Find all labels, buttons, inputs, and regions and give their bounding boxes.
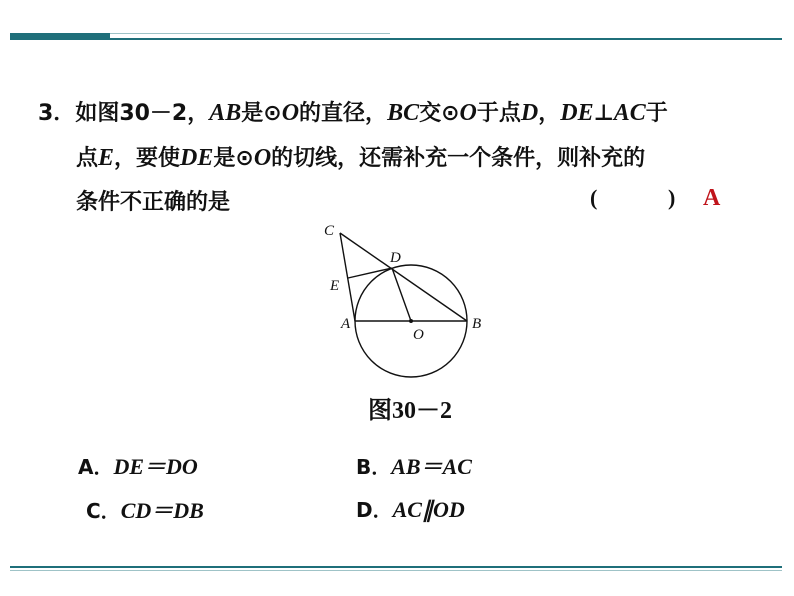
option-d (356, 494, 465, 523)
segment-de (348, 268, 392, 278)
answer-paren-open: ( (590, 185, 598, 210)
footer-rule (10, 566, 782, 568)
text: O (281, 100, 300, 126)
text: DE (180, 145, 214, 171)
text: 是⊙ (241, 101, 282, 126)
text: 的切线，还需补充一个条件，则补充的 (271, 146, 646, 171)
text: 点 (76, 146, 99, 171)
text: ⊥ (593, 101, 614, 126)
option-label: A． (78, 455, 114, 479)
answer-value: A (703, 185, 721, 211)
text: O (253, 145, 272, 171)
question-line-3: 条件不正确的是 (76, 190, 231, 215)
option-label: D． (356, 498, 393, 522)
question-line-1 (38, 96, 668, 127)
question-number: 3． (38, 101, 76, 126)
text: BC (387, 100, 420, 126)
question-line-2 (76, 141, 645, 172)
segment-cb (340, 233, 467, 321)
text: E (98, 145, 115, 171)
center-point (409, 319, 413, 323)
header-accent-line (110, 33, 390, 34)
text: DE (560, 100, 594, 126)
text: 是⊙ (213, 146, 254, 171)
label-e: E (330, 278, 340, 294)
text: 于点 (476, 101, 521, 126)
text: AC (613, 100, 646, 126)
option-label: B． (356, 455, 392, 479)
option-a (78, 450, 198, 481)
option-value: CD＝DB (120, 498, 204, 523)
text: 于 (645, 101, 668, 126)
geometry-figure (320, 215, 500, 385)
answer-paren-close: ) (668, 185, 676, 210)
option-value: DE＝DO (113, 454, 198, 479)
text: D (520, 100, 539, 126)
label-c: C (324, 223, 335, 239)
label-a: A (341, 316, 351, 332)
option-label: C． (86, 499, 121, 523)
option-c (86, 494, 204, 525)
label-d: D (390, 250, 401, 266)
label-o: O (413, 327, 424, 343)
text: ，要使 (114, 146, 181, 171)
figure-caption: 图30－2 (368, 398, 452, 424)
label-b: B (472, 316, 482, 332)
header-rule (10, 38, 782, 40)
text: 的直径， (299, 101, 388, 126)
option-value: AB＝AC (391, 454, 472, 479)
option-value: AC∥OD (392, 497, 465, 522)
text: 如图30－2， (75, 101, 210, 126)
footer-accent-line (10, 570, 782, 571)
text: 交⊙ (419, 101, 460, 126)
text: ， (538, 101, 561, 126)
option-b (356, 450, 472, 481)
text: AB (209, 100, 242, 126)
text: O (459, 100, 477, 126)
